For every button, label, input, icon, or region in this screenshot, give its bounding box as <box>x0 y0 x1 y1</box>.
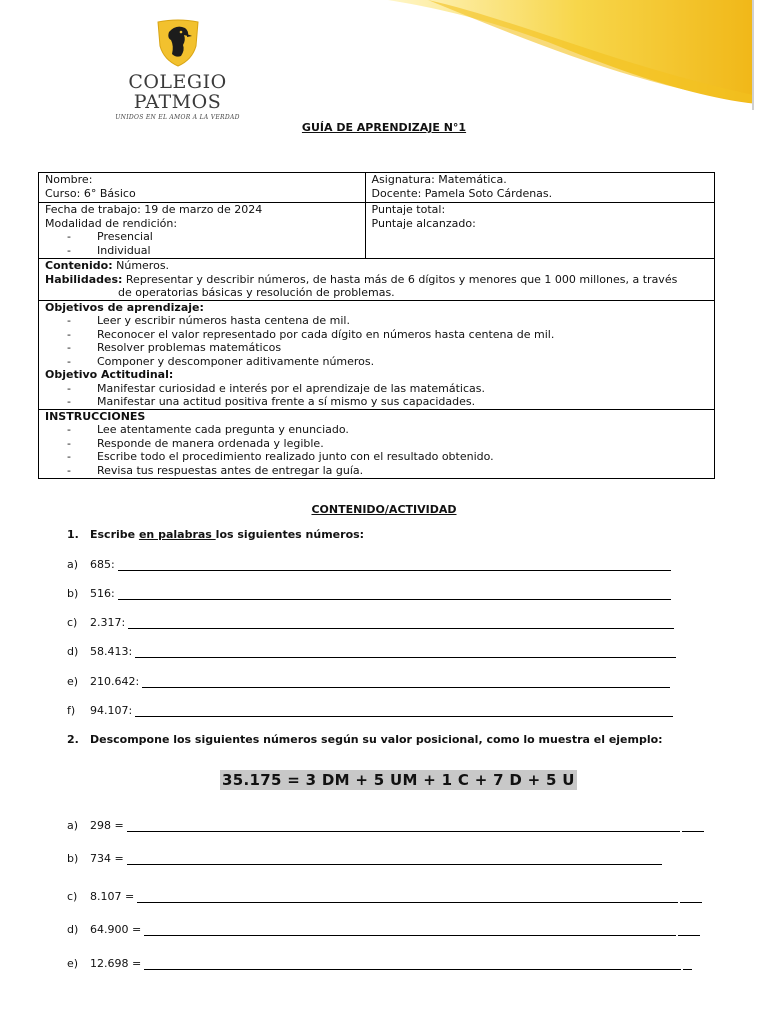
answer-line[interactable] <box>135 646 676 658</box>
answer-line[interactable] <box>144 924 676 936</box>
question-1: 1. Escribe en palabras los siguientes números: <box>67 528 365 541</box>
answer-line[interactable] <box>127 853 662 865</box>
answer-item-b: b) 734 = <box>67 852 662 865</box>
actitudinal-label: Objetivo Actitudinal: <box>45 368 174 381</box>
school-name: COLEGIO PATMOS <box>128 71 227 113</box>
list-item: - Escribe todo el procedimiento realizado junto con el resultado obtenido. <box>45 450 708 464</box>
habilidades-value: Representar y describir números, de hasta más de 6 dígitos y menores que 1 000 millones, a través <box>125 272 678 286</box>
answer-item-a: a) 298 = <box>67 819 704 832</box>
answer-line[interactable] <box>127 820 680 832</box>
list-item: - Revisa tus respuestas antes de entregar la guía. <box>45 464 708 478</box>
list-item: - Resolver problemas matemáticos <box>45 341 708 355</box>
asignatura-field: Asignatura: Matemática. <box>371 173 507 186</box>
curso-field: Curso: 6° Básico <box>45 186 136 200</box>
list-item: - Leer y escribir números hasta centena de mil. <box>45 314 708 328</box>
list-item: - Manifestar una actitud positiva frente a sí mismo y sus capacidades. <box>45 395 708 409</box>
habilidades-label: Habilidades: <box>45 272 123 286</box>
answer-line[interactable] <box>142 676 670 688</box>
docente-field: Docente: Pamela Soto Cárdenas. <box>371 186 553 200</box>
question-2: 2. Descompone los siguientes números según su valor posicional, como lo muestra el ejemplo: <box>67 733 663 746</box>
objetivos-label: Objetivos de aprendizaje: <box>45 300 204 314</box>
habilidades-value-cont: de operatorias básicas y resolución de problemas. <box>118 286 395 299</box>
list-item: - Responde de manera ordenada y legible. <box>45 437 708 451</box>
list-item: - Manifestar curiosidad e interés por el aprendizaje de las matemáticas. <box>45 382 708 396</box>
decorative-swoosh <box>368 0 768 110</box>
answer-item-d: d) 58.413: <box>67 645 676 658</box>
example-decomposition: 35.175 = 3 DM + 5 UM + 1 C + 7 D + 5 U <box>222 771 575 789</box>
table-row <box>39 259 715 301</box>
fecha-field: Fecha de trabajo: 19 de marzo de 2024 <box>45 203 263 216</box>
list-item: - Presencial <box>45 230 359 244</box>
puntaje-total-field: Puntaje total: <box>371 203 446 216</box>
contenido-label: Contenido: <box>45 259 113 272</box>
nombre-field: Nombre: <box>45 173 93 186</box>
list-item: - Lee atentamente cada pregunta y enunciado. <box>45 423 708 437</box>
question-number: 1. <box>67 528 79 541</box>
answer-line[interactable] <box>118 588 671 600</box>
list-item: - Reconocer el valor representado por cada dígito en números hasta centena de mil. <box>45 328 708 342</box>
question-number: 2. <box>67 733 79 746</box>
answer-line[interactable] <box>118 559 671 571</box>
modalidad-field: Modalidad de rendición: <box>45 216 178 230</box>
list-item: - Individual <box>45 244 359 258</box>
table-row <box>39 173 715 203</box>
answer-item-e: e) 12.698 = <box>67 957 692 970</box>
list-item: - Componer y descomponer aditivamente números. <box>45 355 708 369</box>
answer-line[interactable] <box>144 958 681 970</box>
answer-item-d: d) 64.900 = <box>67 923 700 936</box>
table-row <box>39 409 715 479</box>
puntaje-alcanzado-field: Puntaje alcanzado: <box>371 216 476 230</box>
contenido-value: Números. <box>116 259 170 272</box>
answer-item-e: e) 210.642: <box>67 675 670 688</box>
answer-line[interactable] <box>135 705 673 717</box>
eagle-shield-icon <box>154 18 202 68</box>
document-title: GUÍA DE APRENDIZAJE N°1 <box>301 121 467 134</box>
school-motto: UNIDOS EN EL AMOR A LA VERDAD <box>115 114 240 121</box>
answer-item-c: c) 8.107 = <box>67 890 702 903</box>
underlined-text: en palabras <box>138 528 216 541</box>
section-title: CONTENIDO/ACTIVIDAD <box>311 503 457 516</box>
answer-line[interactable] <box>137 891 678 903</box>
answer-item-b: b) 516: <box>67 587 671 600</box>
school-logo <box>90 18 265 121</box>
table-row <box>39 300 715 409</box>
table-row <box>39 203 715 259</box>
answer-item-f: f) 94.107: <box>67 704 673 717</box>
answer-item-c: c) 2.317: <box>67 616 674 629</box>
instrucciones-label: INSTRUCCIONES <box>45 409 146 423</box>
answer-item-a: a) 685: <box>67 558 671 571</box>
info-table <box>38 172 715 479</box>
answer-line[interactable] <box>128 617 674 629</box>
